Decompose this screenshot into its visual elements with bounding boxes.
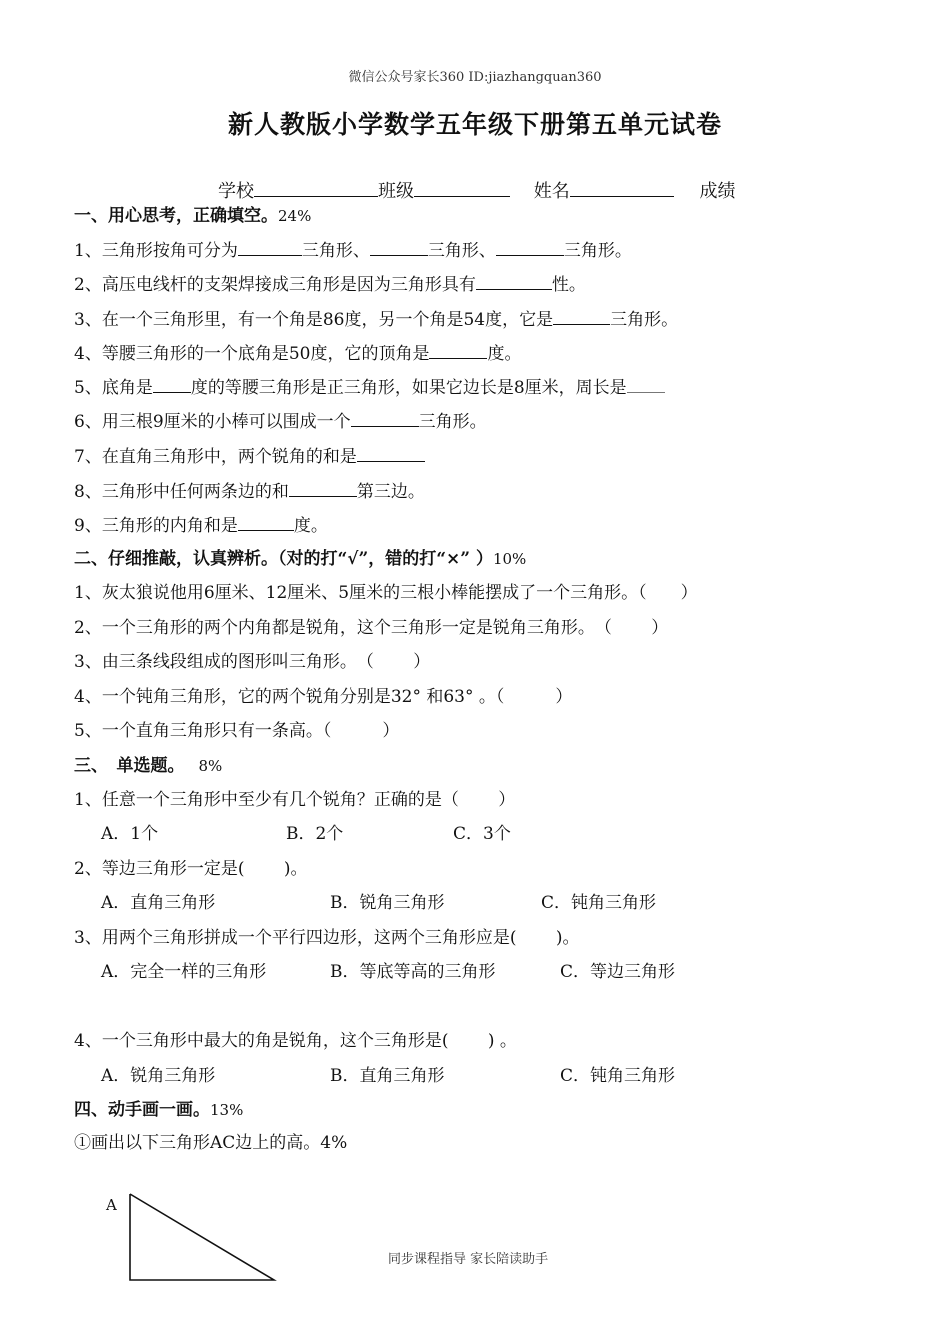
q1-6-text-a: 6、用三根9厘米的小棒可以围成一个 [74, 412, 351, 432]
header-note: 微信公众号家长360 ID:jiazhangquan360 [348, 70, 602, 85]
question-3-4: 4、一个三角形中最大的角是锐角，这个三角形是( ) 。 [74, 1031, 517, 1051]
q1-3-text-b: 三角形。 [610, 310, 679, 330]
section-3-percent: 8% [198, 757, 223, 775]
option-c[interactable]: C．钝角三角形 [560, 1066, 676, 1086]
q1-1-text-a: 1、三角形按角可分为 [74, 241, 238, 261]
option-b[interactable]: B．锐角三角形 [330, 893, 445, 913]
q1-7-text-a: 7、在直角三角形中，两个锐角的和是 [74, 447, 357, 467]
answer-blank[interactable] [476, 271, 552, 290]
option-c[interactable]: C．等边三角形 [560, 962, 676, 982]
q1-9-text-a: 9、三角形的内角和是 [74, 516, 238, 536]
section-3-title: 三、 单选题。 [74, 756, 185, 776]
q1-1-text-d: 三角形。 [563, 241, 632, 261]
page-title: 新人教版小学数学五年级下册第五单元试卷 [227, 110, 722, 139]
question-1-2 [74, 271, 586, 297]
answer-blank[interactable] [289, 478, 357, 497]
section-1-heading [74, 204, 311, 228]
question-2-5: 5、一个直角三角形只有一条高。（ ） [74, 721, 400, 741]
vertex-label-a: A [106, 1196, 117, 1214]
question-3-2: 2、等边三角形一定是( )。 [74, 859, 308, 879]
answer-blank[interactable] [238, 237, 302, 256]
q1-5-text-b: 度的等腰三角形是正三角形，如果它边长是8厘米，周长是 [190, 378, 627, 398]
answer-blank[interactable] [351, 408, 419, 427]
name-blank[interactable] [570, 176, 674, 197]
school-label: 学校 [218, 181, 254, 202]
student-info-row [218, 176, 735, 203]
question-3-3: 3、用两个三角形拼成一个平行四边形，这两个三角形应是( )。 [74, 928, 580, 948]
class-label: 班级 [378, 181, 414, 202]
section-1-percent: 24% [278, 207, 312, 225]
footer-note: 同步课程指导 家长陪读助手 [388, 1252, 549, 1267]
q1-2-text-b: 性。 [551, 275, 586, 295]
question-1-3 [74, 306, 678, 332]
question-2-2: 2、一个三角形的两个内角都是锐角，这个三角形一定是锐角三角形。 （ ） [74, 618, 669, 638]
question-1-4 [74, 340, 521, 366]
class-blank[interactable] [414, 176, 510, 197]
question-2-1: 1、灰太狼说他用6厘米、12厘米、5厘米的三根小棒能摆成了一个三角形。（ ） [74, 583, 698, 603]
school-blank[interactable] [254, 176, 378, 197]
q1-2-text-a: 2、高压电线杆的支架焊接成三角形是因为三角形具有 [74, 275, 476, 295]
option-b[interactable]: B．等底等高的三角形 [330, 962, 496, 982]
question-1-8 [74, 478, 425, 504]
answer-blank[interactable] [429, 340, 487, 359]
right-triangle-figure [124, 1190, 284, 1290]
question-1-1 [74, 237, 632, 263]
option-c[interactable]: C．3个 [453, 824, 511, 844]
section-2-percent: 10% [492, 550, 527, 568]
question-1-9 [74, 512, 328, 538]
question-2-3: 3、由三条线段组成的图形叫三角形。 （ ） [74, 652, 431, 672]
section-4-percent: 13% [210, 1101, 244, 1119]
section-4-title: 四、动手画一画。 [74, 1100, 210, 1120]
triangle-outline [130, 1194, 274, 1280]
answer-blank[interactable] [153, 374, 191, 393]
q1-6-text-b: 三角形。 [418, 412, 487, 432]
section-4-heading [74, 1098, 243, 1122]
question-1-7 [74, 443, 425, 469]
answer-blank[interactable] [627, 374, 665, 393]
answer-blank[interactable] [357, 443, 425, 462]
answer-blank[interactable] [370, 237, 428, 256]
q1-1-text-b: 三角形、 [301, 241, 370, 261]
option-a[interactable]: A．直角三角形 [101, 893, 216, 913]
question-2-4: 4、一个钝角三角形，它的两个锐角分别是32° 和63° 。（ ） [74, 687, 573, 707]
section-2-title: 二、仔细推敲，认真辨析。（对的打“√”，错的打“×” ） [74, 549, 493, 569]
q1-8-text-a: 8、三角形中任何两条边的和 [74, 482, 289, 502]
answer-blank[interactable] [496, 237, 564, 256]
section-2-heading [74, 547, 526, 571]
q1-8-text-b: 第三边。 [356, 482, 425, 502]
section-3-heading [74, 754, 222, 778]
option-c[interactable]: C．钝角三角形 [541, 893, 657, 913]
answer-blank[interactable] [553, 306, 610, 325]
question-1-6 [74, 408, 487, 434]
question-4-1: ①画出以下三角形AC边上的高。4% [74, 1133, 348, 1153]
option-a[interactable]: A．1个 [101, 824, 159, 844]
q1-1-text-c: 三角形、 [427, 241, 496, 261]
option-a[interactable]: A．完全一样的三角形 [101, 962, 267, 982]
answer-blank[interactable] [238, 512, 294, 531]
q1-4-text-a: 4、等腰三角形的一个底角是50度，它的顶角是 [74, 344, 430, 364]
q1-4-text-b: 度。 [487, 344, 522, 364]
q1-5-text-a: 5、底角是 [74, 378, 153, 398]
section-1-title: 一、用心思考，正确填空。 [74, 206, 278, 226]
question-3-1: 1、任意一个三角形中至少有几个锐角？正确的是（ ） [74, 790, 516, 810]
option-b[interactable]: B．直角三角形 [330, 1066, 445, 1086]
question-1-5 [74, 374, 665, 400]
name-label: 姓名 [533, 181, 570, 202]
option-b[interactable]: B．2个 [286, 824, 344, 844]
score-label: 成绩 [699, 181, 736, 202]
q1-3-text-a: 3、在一个三角形里，有一个角是86度，另一个角是54度，它是 [74, 310, 554, 330]
option-a[interactable]: A．锐角三角形 [101, 1066, 216, 1086]
q1-9-text-b: 度。 [293, 516, 328, 536]
